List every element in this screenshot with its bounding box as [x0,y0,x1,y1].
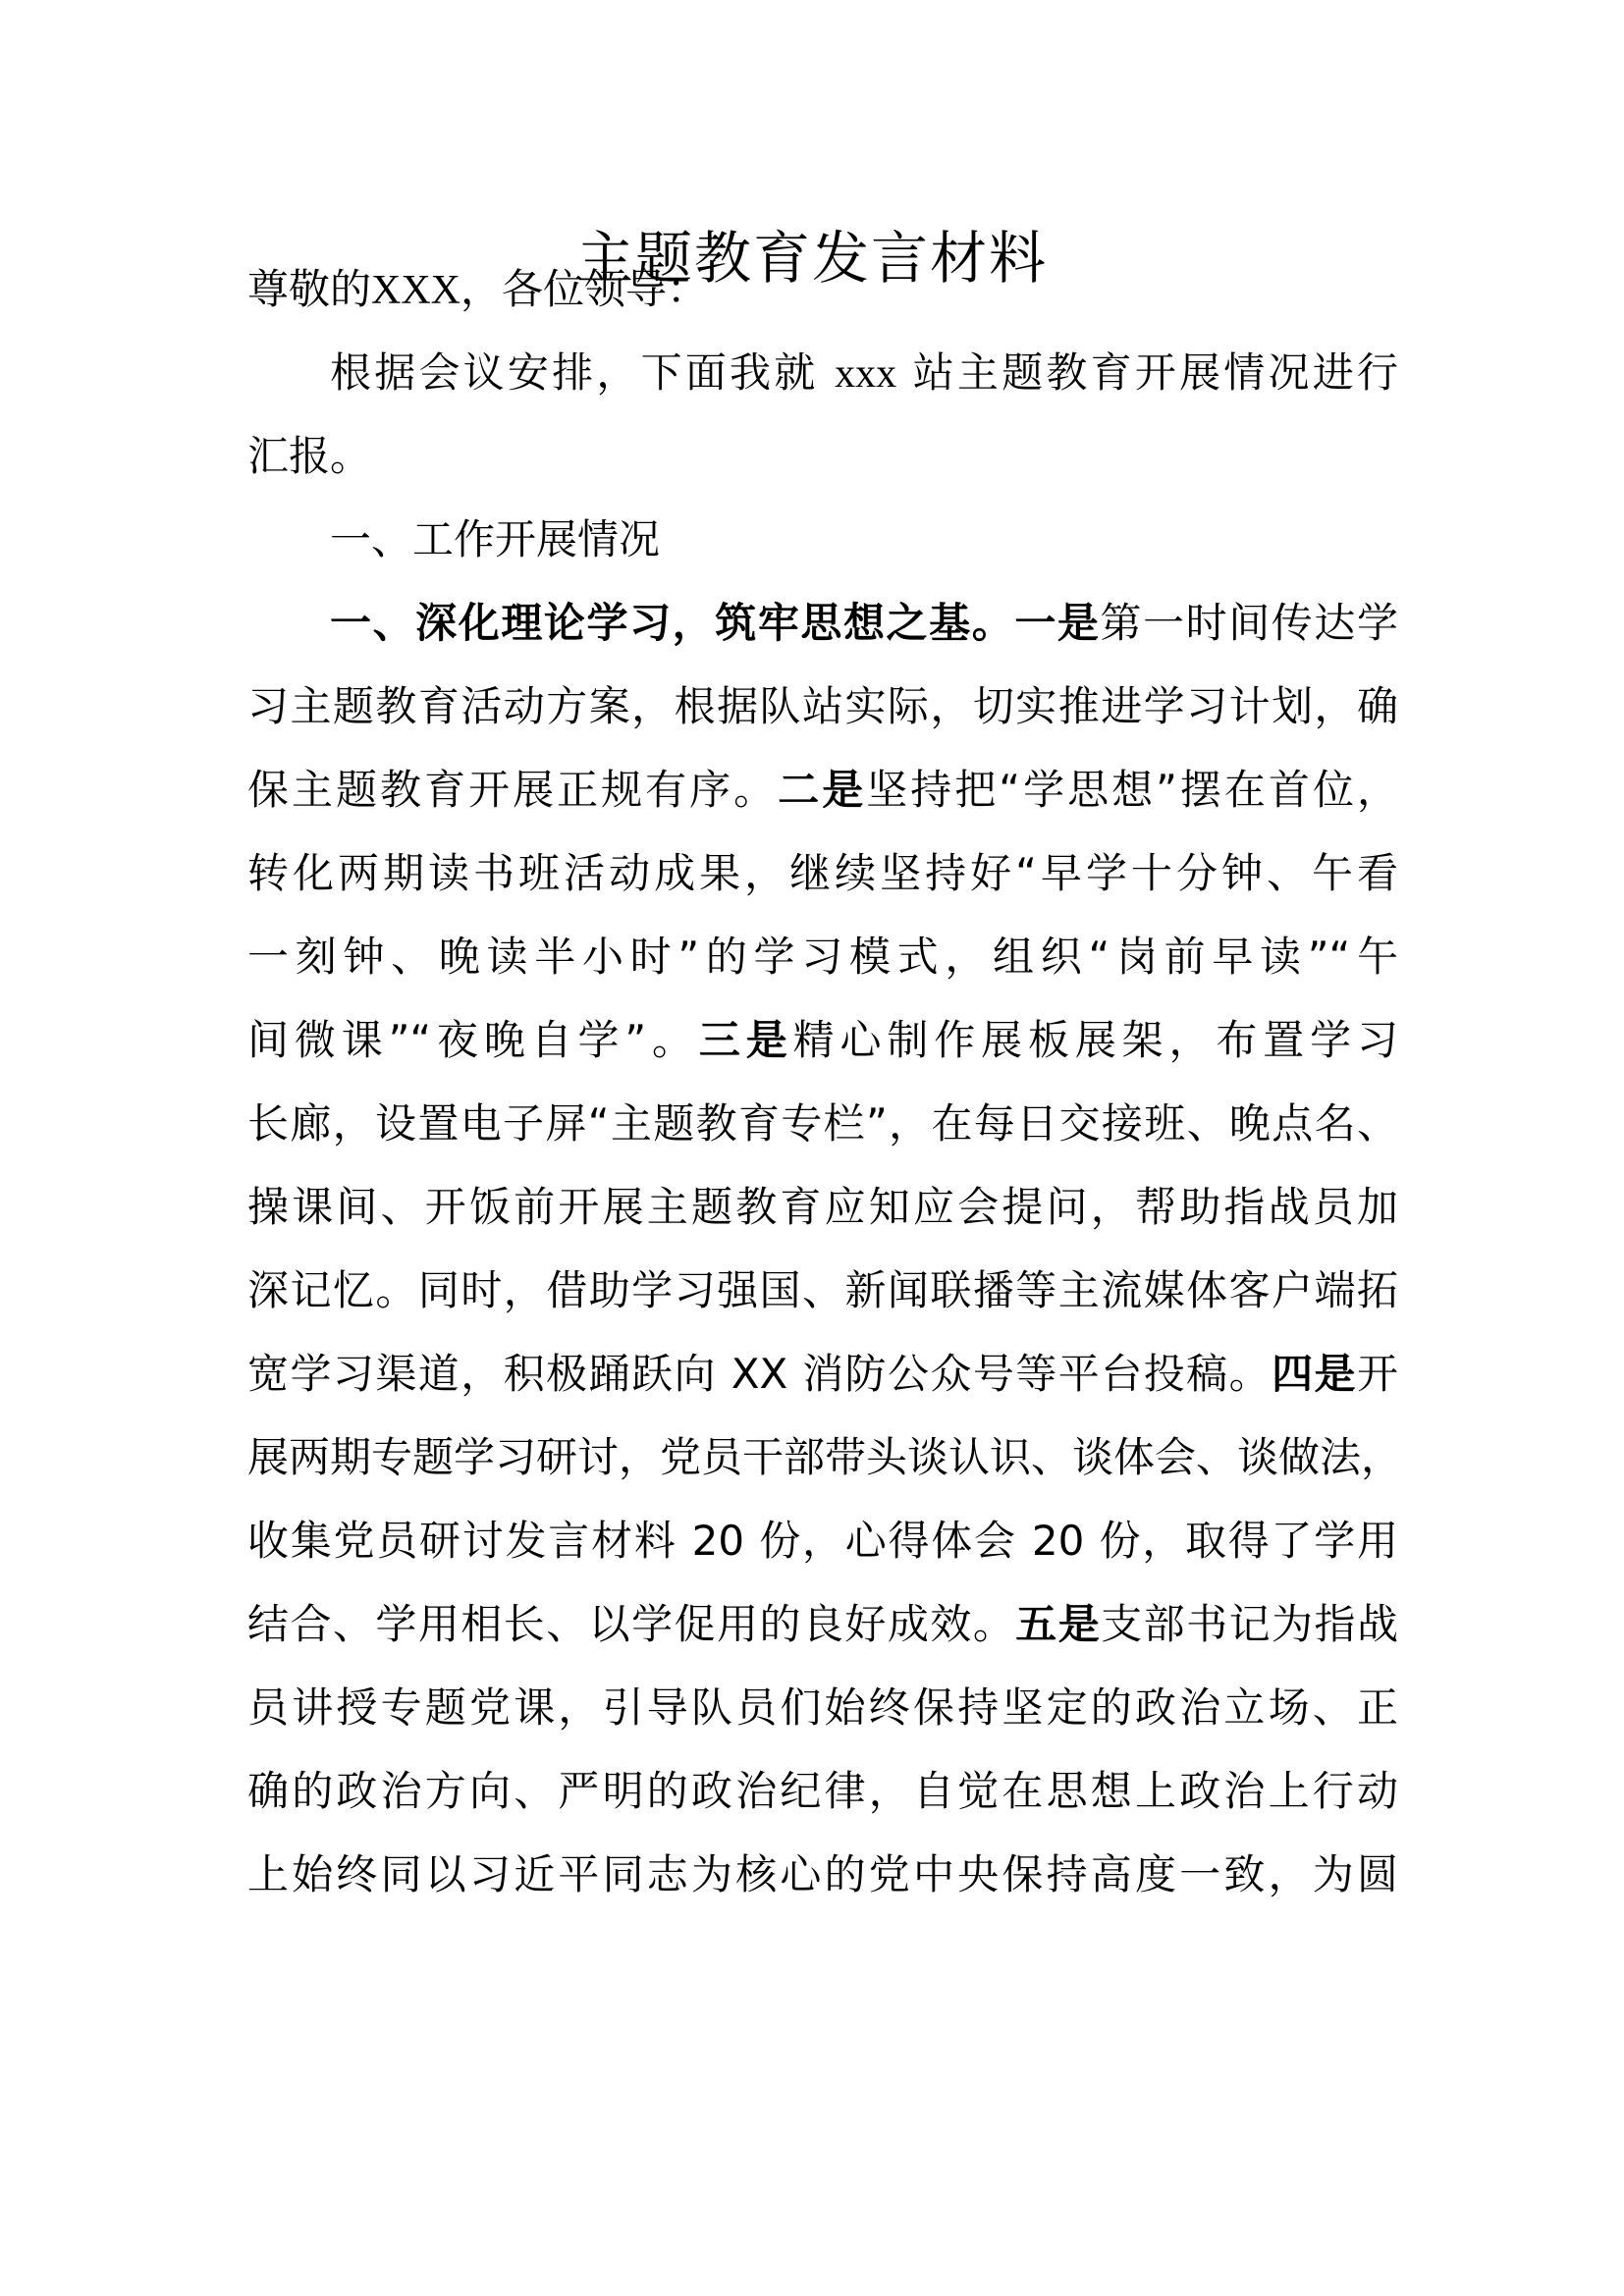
paragraph-line: 长廊，设置电子屏“主题教育专栏”，在每日交接班、晚点名、 [247,1099,1398,1148]
paragraph-text: 保主题教育开展正规有序。 [247,766,779,814]
intro-text: 站主题教育开展情况进行 [912,348,1398,397]
paragraph-text: 第一时间传达学 [1100,599,1398,647]
salutation-suffix: ，各位领导： [460,265,709,313]
paragraph-text: 宽学习渠道，积极踊跃向 XX 消防公众号等平台投稿。 [247,1350,1272,1398]
point-marker: 二是 [778,766,867,814]
point-marker: 一是 [1014,599,1101,647]
paragraph-line: 收集党员研讨发言材料 20 份，心得体会 20 份，取得了学用 [247,1517,1398,1565]
paragraph-line: 操课间、开饭前开展主题教育应知应会提问，帮助指战员加 [247,1183,1398,1231]
paragraph-line [247,1345,1398,1404]
section-heading: 一、工作开展情况 [330,515,661,563]
paragraph-text: 结合、学用相长、以学促用的良好成效。 [247,1600,1016,1648]
paragraph-line: 转化两期读书班活动成果，继续坚持好“早学十分钟、午看 [247,849,1398,897]
paragraph-line: 习主题教育活动方案，根据队站实际，切实推进学习计划，确 [247,682,1398,730]
point-marker: 五是 [1015,1600,1102,1648]
paragraph-line: 员讲授专题党课，引导队员们始终保持坚定的政治立场、正 [247,1683,1398,1732]
paragraph-heading: 一、深化理论学习，筑牢思想之基。 [330,599,1015,647]
paragraph-line: 一刻钟、晚读半小时”的学习模式，组织“岗前早读”“午 [247,933,1398,981]
salutation [247,260,1398,320]
paragraph-line [247,1011,1398,1070]
paragraph-text: 精心制作展板展架，布置学习 [792,1016,1398,1064]
paragraph-line: 展两期专题学习研讨，党员干部带头谈认识、谈体会、谈做法， [247,1433,1403,1481]
point-marker: 四是 [1272,1350,1357,1398]
point-marker: 三是 [698,1016,793,1064]
document-title: 主题教育发言材料 [575,225,1048,292]
paragraph-line [247,1595,1398,1654]
paragraph-line: 深记忆。同时，借助学习强国、新闻联播等主流媒体客户端拓 [247,1266,1398,1314]
salutation-prefix: 尊敬的 [247,265,372,313]
paragraph-line [247,761,1398,820]
station-name: xxx [835,351,897,397]
intro-text: 根据会议安排，下面我就 [330,348,819,397]
paragraph-text: 开 [1356,1350,1398,1398]
intro-line-2: 汇报。 [247,432,372,480]
intro-line-1 [330,344,1398,403]
paragraph-line: 上始终同以习近平同志为核心的党中央保持高度一致，为圆 [247,1850,1398,1898]
paragraph-line: 确的政治方向、严明的政治纪律，自觉在思想上政治上行动 [247,1767,1398,1815]
paragraph-line [330,594,1398,653]
paragraph-text: 间微课”“夜晚自学”。 [247,1016,699,1064]
salutation-name: XXX [371,268,461,313]
paragraph-text: 坚持把“学思想”摆在首位， [866,766,1398,814]
paragraph-text: 支部书记为指战 [1101,1600,1398,1648]
